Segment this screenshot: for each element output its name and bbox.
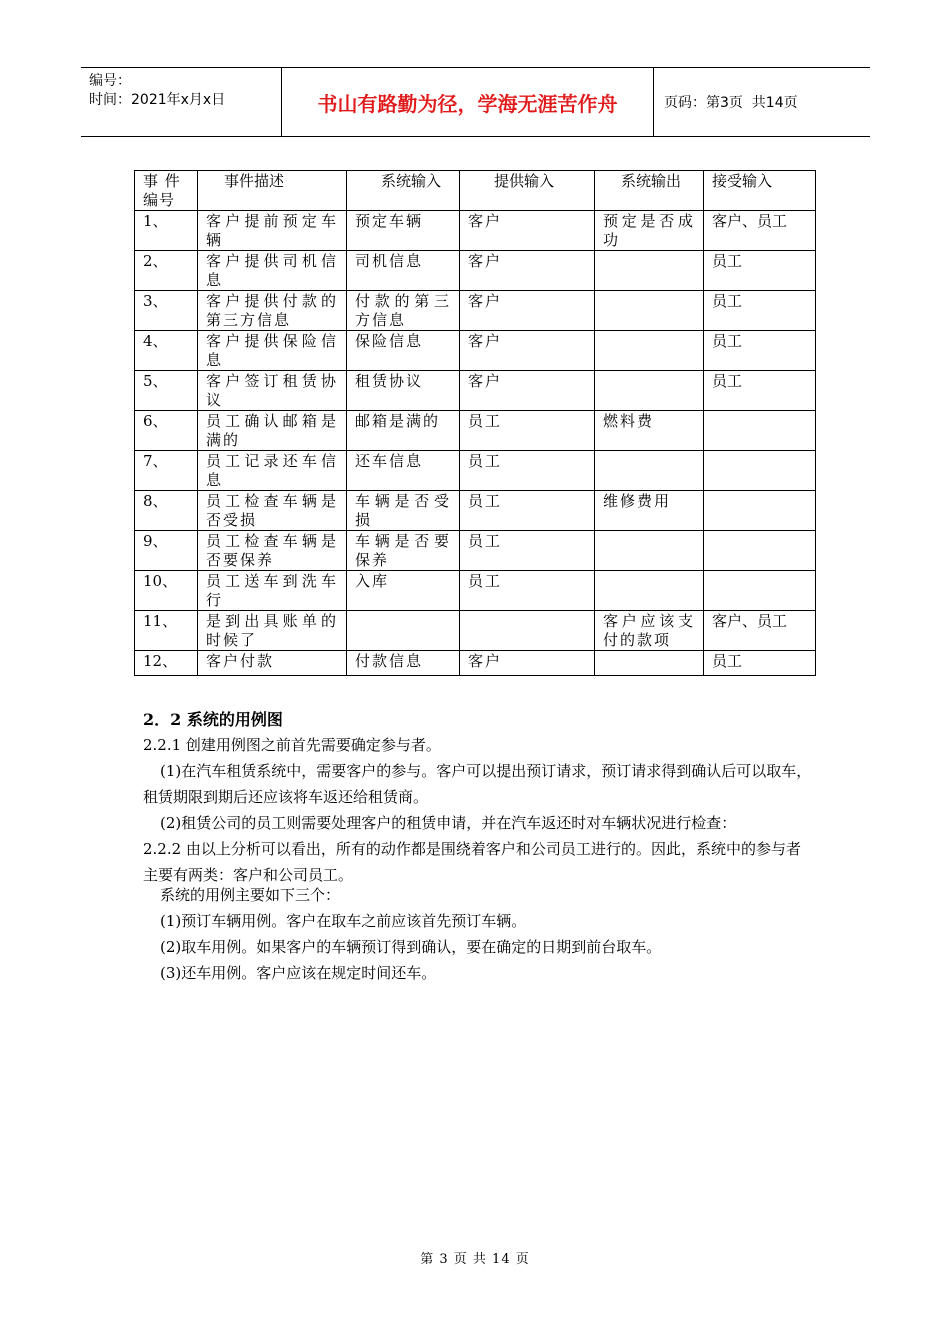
- table-row: [135, 611, 816, 651]
- table-cell: 员工: [704, 651, 816, 676]
- table-row: [135, 531, 816, 571]
- paragraph: (3)还车用例。客户应该在规定时间还车。: [160, 964, 437, 982]
- table-cell: 入库: [347, 571, 460, 611]
- table-row: [135, 571, 816, 611]
- table-cell: 员工记录还车信息: [198, 451, 347, 491]
- paragraph: (2)取车用例。如果客户的车辆预订得到确认，要在确定的日期到前台取车。: [160, 938, 662, 956]
- table-row: [135, 331, 816, 371]
- table-cell: 客户: [460, 651, 595, 676]
- table-cell: [595, 251, 704, 291]
- table-cell: 客户签订租赁协议: [198, 371, 347, 411]
- table-cell: 员工检查车辆是否受损: [198, 491, 347, 531]
- header-motto-cell: [282, 68, 654, 136]
- paragraph: (2)租赁公司的员工则需要处理客户的租赁申请，并在汽车返还时对车辆状况进行检查：: [160, 814, 737, 832]
- table-cell: 预定是否成功: [595, 211, 704, 251]
- table-cell: 员工: [460, 451, 595, 491]
- table-cell: 员工: [460, 531, 595, 571]
- table-cell: [347, 611, 460, 651]
- table-cell: 1、: [135, 211, 198, 251]
- table-cell: 9、: [135, 531, 198, 571]
- table-cell: 客户: [460, 291, 595, 331]
- column-header: 系统输出: [595, 171, 704, 211]
- table-cell: 7、: [135, 451, 198, 491]
- table-cell: 客户: [460, 331, 595, 371]
- table-cell: 客户提供司机信息: [198, 251, 347, 291]
- table-cell: 2、: [135, 251, 198, 291]
- table-row: [135, 211, 816, 251]
- table-row: [135, 651, 816, 676]
- table-row: [135, 251, 816, 291]
- table-cell: 租赁协议: [347, 371, 460, 411]
- table-cell: 11、: [135, 611, 198, 651]
- page-number-label: 页码：第3页 共14页: [664, 95, 798, 111]
- paragraph: 系统的用例主要如下三个：: [160, 886, 341, 904]
- event-table: [134, 170, 816, 676]
- table-cell: 客户: [460, 211, 595, 251]
- table-cell: [595, 371, 704, 411]
- table-row: [135, 491, 816, 531]
- page-header: [81, 67, 870, 137]
- table-cell: 客户、员工: [704, 611, 816, 651]
- table-cell: 客户提前预定车辆: [198, 211, 347, 251]
- table-cell: 员工: [704, 371, 816, 411]
- table-cell: [595, 571, 704, 611]
- number-label: 编号：: [89, 73, 131, 89]
- table-cell: 还车信息: [347, 451, 460, 491]
- table-cell: 员工: [460, 411, 595, 451]
- paragraph: (1)在汽车租赁系统中，需要客户的参与。客户可以提出预订请求，预订请求得到确认后可以取车，租赁期限到期后还应该将车返还给租赁商。: [143, 762, 812, 806]
- table-cell: [595, 451, 704, 491]
- table-cell: [595, 331, 704, 371]
- column-header: 接受输入: [704, 171, 816, 211]
- table-cell: 员工: [460, 491, 595, 531]
- table-row: [135, 291, 816, 331]
- table-cell: [595, 531, 704, 571]
- table-cell: 员工: [704, 291, 816, 331]
- table-cell: 员工: [460, 571, 595, 611]
- table-cell: [460, 611, 595, 651]
- section-title: 2．2 系统的用例图: [143, 710, 283, 729]
- table-cell: [595, 291, 704, 331]
- table-cell: 客户付款: [198, 651, 347, 676]
- table-cell: 12、: [135, 651, 198, 676]
- time-label: 时间：2021年x月x日: [89, 92, 226, 108]
- table-cell: 邮箱是满的: [347, 411, 460, 451]
- table-row: [135, 451, 816, 491]
- table-cell: [704, 571, 816, 611]
- table-cell: 客户: [460, 251, 595, 291]
- table-cell: 8、: [135, 491, 198, 531]
- table-row: [135, 371, 816, 411]
- header-meta: [81, 68, 282, 136]
- table-cell: 车辆是否受损: [347, 491, 460, 531]
- paragraph: (1)预订车辆用例。客户在取车之前应该首先预订车辆。: [160, 912, 527, 930]
- table-cell: 员工确认邮箱是满的: [198, 411, 347, 451]
- table-cell: 车辆是否要保养: [347, 531, 460, 571]
- table-cell: 4、: [135, 331, 198, 371]
- paragraph: 2.2.2 由以上分析可以看出，所有的动作都是围绕着客户和公司员工进行的。因此，系统中的参与者主要有两类：客户和公司员工。: [143, 840, 801, 884]
- table-cell: 预定车辆: [347, 211, 460, 251]
- table-cell: [595, 651, 704, 676]
- table-cell: 客户提供付款的第三方信息: [198, 291, 347, 331]
- table-cell: 3、: [135, 291, 198, 331]
- table-cell: 司机信息: [347, 251, 460, 291]
- table-cell: [704, 411, 816, 451]
- motto: 书山有路勤为径，学海无涯苦作舟: [317, 91, 618, 116]
- table-cell: 10、: [135, 571, 198, 611]
- table-cell: 客户应该支付的款项: [595, 611, 704, 651]
- page-footer: 第 3 页 共 14 页: [420, 1252, 530, 1267]
- paragraph: 2.2.1 创建用例图之前首先需要确定参与者。: [143, 736, 441, 754]
- column-header: 事 件编号: [135, 171, 198, 211]
- table-cell: 员工送车到洗车行: [198, 571, 347, 611]
- table-cell: 6、: [135, 411, 198, 451]
- table-cell: 付款的第三方信息: [347, 291, 460, 331]
- table-cell: 员工: [704, 331, 816, 371]
- column-header: 提供输入: [460, 171, 595, 211]
- table-cell: 客户、员工: [704, 211, 816, 251]
- table-cell: [704, 531, 816, 571]
- table-cell: 员工: [704, 251, 816, 291]
- table-cell: 客户: [460, 371, 595, 411]
- table-cell: 员工检查车辆是否要保养: [198, 531, 347, 571]
- column-header: 事件描述: [198, 171, 347, 211]
- table-cell: [704, 451, 816, 491]
- table-cell: 燃料费: [595, 411, 704, 451]
- table-cell: 是到出具账单的时候了: [198, 611, 347, 651]
- table-header-row: [135, 171, 816, 211]
- table-cell: 维修费用: [595, 491, 704, 531]
- column-header: 系统输入: [347, 171, 460, 211]
- table-cell: 付款信息: [347, 651, 460, 676]
- table-cell: 客户提供保险信息: [198, 331, 347, 371]
- table-cell: [704, 491, 816, 531]
- table-cell: 5、: [135, 371, 198, 411]
- table-cell: 保险信息: [347, 331, 460, 371]
- table-row: [135, 411, 816, 451]
